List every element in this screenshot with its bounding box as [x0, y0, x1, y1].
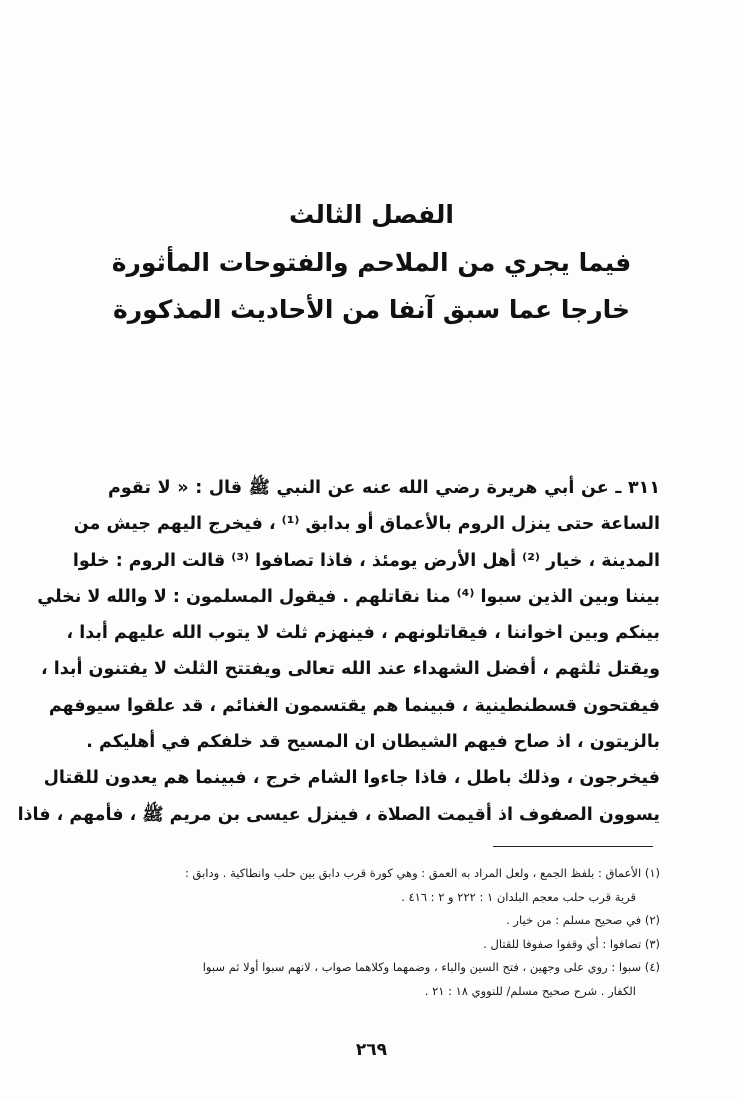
footnote-line: قرية قرب حلب معجم البلدان ١ : ٢٢٢ و ٢ : ٤١٦ .	[401, 889, 636, 904]
chapter-title-line-2: فيما يجري من الملاحم والفتوحات المأثورة	[111, 248, 632, 277]
body-line: الساعة حتى ينزل الروم بالأعماق أو بدابق ⁽¹⁾ ، فيخرج اليهم جيش من	[73, 514, 660, 535]
footnote-line: الكفار . شرح صحيح مسلم/ للنووي ١٨ : ٢١ .	[424, 983, 636, 998]
body-line: فيخرجون ، وذلك باطل ، فاذا جاءوا الشام خرج ، فبينما هم يعدون للقتال	[43, 768, 660, 789]
chapter-title-line-1: الفصل الثالث	[288, 200, 454, 229]
body-line: فيفتحون قسطنطينية ، فبينما هم يقتسمون الغنائم ، قد علقوا سيوفهم	[48, 695, 660, 716]
chapter-title-line-3: خارجا عما سبق آنفا من الأحاديث المذكورة	[112, 295, 631, 324]
hadith-text	[17, 470, 660, 833]
footnote-line: (٢) في صحيح مسلم : من خيار .	[506, 913, 660, 927]
page-number: ٢٦٩	[355, 1040, 388, 1060]
body-line: بينكم وبين اخواننا ، فيقاتلونهم ، فينهزم ثلث لا يتوب الله عليهم أبدا ،	[66, 623, 660, 644]
footnote-line: (١) الأعماق : بلفظ الجمع ، ولعل المراد به العمق : وهي كورة قرب دابق بين حلب وانطاكية . ودابق :	[184, 866, 660, 880]
footnote-line: (٣) تصافوا : أي وقفوا صفوفا للقتال .	[483, 936, 660, 951]
chapter-title	[0, 202, 743, 322]
body-line: بيننا وبين الذين سبوا ⁽⁴⁾ منا نقاتلهم . فيقول المسلمون : لا والله لا نخلي	[37, 586, 660, 607]
body-line: يسوون الصفوف اذ أقيمت الصلاة ، فينزل عيسى بن مريم ﷺ ، فأمهم ، فاذا	[17, 804, 660, 825]
body-line: ويقتل ثلثهم ، أفضل الشهداء عند الله تعالى ويفتتح الثلث لا يفتنون أبدا ،	[41, 659, 660, 680]
footnote-separator	[493, 846, 653, 847]
body-line: بالزيتون ، اذ صاح فيهم الشيطان ان المسيح قد خلفكم في أهليكم .	[86, 732, 660, 753]
footnote-line: (٤) سبوا : روي على وجهين ، فتح السين والباء ، وضمهما وكلاهما صواب ، لانهم سبوا أولا ثم سبوا	[202, 960, 660, 974]
body-line: المدينة ، خيار ⁽²⁾ أهل الأرض يومئذ ، فاذا تصافوا ⁽³⁾ قالت الروم : خلوا	[72, 550, 660, 571]
footnotes	[108, 862, 660, 1003]
body-line: ٣١١ ـ عن أبي هريرة رضي الله عنه عن النبي ﷺ قال : « لا تقوم	[108, 478, 660, 498]
